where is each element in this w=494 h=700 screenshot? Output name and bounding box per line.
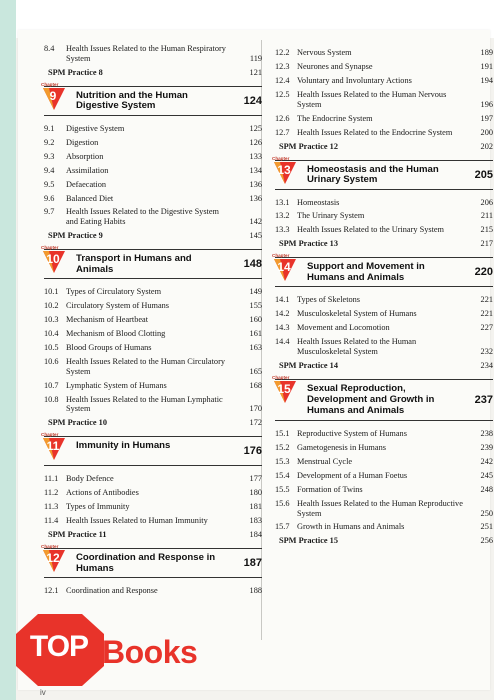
chapter-label: Chapter — [41, 432, 59, 438]
entry-title: Gametogenesis in Humans — [297, 442, 386, 452]
toc-entry — [275, 522, 493, 532]
entry-title: Health Issues Related to the Human Musculoskeletal System — [297, 337, 417, 356]
entry-number: 15.6 — [275, 498, 290, 508]
chapter-page: 148 — [243, 258, 262, 271]
entry-title: Body Defence — [66, 474, 114, 484]
chapter-heading — [272, 374, 493, 421]
toc-entry — [275, 211, 493, 221]
spm-page: 256 — [480, 536, 493, 546]
entry-page: 163 — [249, 343, 262, 352]
toc-entry — [275, 128, 493, 138]
chapter-number: 12 — [46, 551, 60, 566]
toc-entry — [44, 315, 262, 325]
chapter-heading — [41, 432, 262, 466]
entry-page: 142 — [249, 217, 262, 227]
toc-entry — [44, 44, 262, 63]
topbooks-logo — [12, 610, 212, 690]
entry-title: Movement and Locomotion — [297, 323, 390, 333]
toc-entry — [275, 471, 493, 481]
toc-entry — [275, 90, 493, 109]
entry-page: 188 — [249, 586, 262, 596]
entry-number: 11.3 — [44, 502, 59, 512]
entry-title: Assimilation — [66, 165, 109, 175]
entry-page: 136 — [249, 193, 262, 203]
entry-title: Health Issues Related to the Urinary System — [297, 225, 445, 235]
entry-title: Digestion — [66, 137, 99, 147]
logo-books-text: Books — [102, 634, 198, 670]
entry-number: 12.2 — [275, 48, 290, 57]
toc-entry — [275, 198, 493, 208]
entry-page: 161 — [249, 329, 262, 339]
toc-entry — [44, 586, 262, 596]
chapter-label: Chapter — [41, 544, 59, 550]
entry-page: 194 — [480, 75, 493, 85]
toc-entry — [275, 457, 493, 467]
spm-practice-entry — [275, 536, 493, 546]
spm-page: 217 — [480, 239, 493, 249]
entry-number: 12.6 — [275, 113, 290, 123]
entry-number: 13.1 — [275, 197, 290, 207]
chapter-page: 237 — [474, 393, 493, 406]
toc-entry — [44, 357, 262, 376]
entry-page: 248 — [480, 484, 493, 494]
entry-page: 134 — [249, 165, 262, 175]
logo-top-text: TOP — [29, 630, 89, 663]
entry-title: Coordination and Response — [66, 586, 158, 596]
entry-page: 242 — [480, 456, 493, 466]
entry-number: 12.7 — [275, 127, 290, 137]
spm-label: SPM Practice 9 — [48, 231, 103, 241]
entry-page: 155 — [249, 301, 262, 311]
entry-title: Health Issues Related to the Human Circulatory System — [66, 356, 225, 376]
toc-column-right — [272, 48, 493, 554]
entry-title: Types of Skeletons — [297, 295, 361, 305]
chapter-badge — [40, 432, 70, 466]
chapter-title: Sexual Reproduction, Development and Growth in Humans and Animals — [307, 382, 435, 416]
chapter-page: 205 — [474, 168, 493, 181]
chapter-number: 11 — [46, 439, 60, 454]
entry-page: 168 — [249, 380, 262, 390]
spm-practice-entry — [275, 142, 493, 152]
entry-page: 149 — [249, 287, 262, 297]
spm-page: 121 — [249, 67, 262, 77]
chapter-number: 13 — [277, 162, 291, 177]
entry-page: 136 — [249, 179, 262, 189]
entry-title: Mechanism of Heartbeat — [66, 315, 149, 325]
toc-entry — [44, 207, 262, 226]
entry-number: 12.1 — [44, 586, 59, 596]
entry-page: 197 — [480, 113, 493, 123]
entry-number: 13.2 — [275, 211, 290, 221]
toc-entry — [44, 194, 262, 204]
entry-title: Circulatory System of Humans — [66, 301, 170, 311]
entry-page: 238 — [480, 428, 493, 438]
entry-title: Health Issues Related to the Human Nervous System — [297, 89, 447, 109]
entry-number: 12.3 — [275, 61, 290, 71]
entry-title: Balanced Diet — [66, 193, 114, 203]
chapter-title: Nutrition and the Human Digestive System — [76, 89, 188, 112]
entry-title: Lymphatic System of Humans — [66, 380, 167, 390]
entry-page: 126 — [249, 137, 262, 147]
toc-entry — [275, 323, 493, 333]
entry-number: 10.7 — [44, 380, 59, 390]
spm-practice-entry — [44, 530, 262, 540]
toc-entry — [44, 138, 262, 148]
entry-page: 133 — [249, 151, 262, 161]
entry-title: Absorption — [66, 151, 104, 161]
chapter-label: Chapter — [272, 253, 290, 259]
chapter-page: 124 — [243, 94, 262, 107]
entry-title: Health Issues Related to the Endocrine System — [297, 127, 453, 137]
spm-practice-entry — [44, 418, 262, 428]
toc-entry — [44, 329, 262, 339]
entry-number: 15.1 — [275, 428, 290, 438]
chapter-badge — [271, 253, 301, 287]
spm-practice-entry — [44, 68, 262, 78]
chapter-label: Chapter — [272, 374, 290, 380]
toc-entry — [44, 287, 262, 297]
spm-page: 234 — [480, 360, 493, 370]
spm-label: SPM Practice 14 — [279, 360, 338, 370]
toc-column-left — [41, 44, 262, 600]
entry-title: Voluntary and Involuntary Actions — [297, 75, 412, 85]
toc-entry — [44, 395, 262, 414]
entry-title: Homeostasis — [297, 197, 340, 207]
entry-number: 10.5 — [44, 343, 59, 352]
toc-entry — [275, 337, 493, 356]
chapter-label: Chapter — [272, 155, 290, 161]
entry-number: 10.8 — [44, 394, 59, 404]
entry-page: 160 — [249, 315, 262, 325]
entry-page: 165 — [249, 366, 262, 376]
entry-title: Blood Groups of Humans — [66, 343, 152, 352]
entry-number: 14.1 — [275, 295, 290, 305]
entry-page: 191 — [480, 61, 493, 71]
entry-number: 9.2 — [44, 137, 55, 147]
spm-label: SPM Practice 15 — [279, 536, 338, 546]
entry-title: Menstrual Cycle — [297, 456, 353, 466]
toc-entry — [275, 499, 493, 518]
entry-number: 9.5 — [44, 179, 55, 189]
entry-title: Health Issues Related to the Human Reproductive System — [297, 498, 463, 518]
toc-entry — [275, 309, 493, 319]
entry-number: 14.2 — [275, 309, 290, 319]
toc-entry — [44, 166, 262, 176]
chapter-heading — [272, 253, 493, 287]
entry-page: 196 — [480, 99, 493, 109]
entry-page: 221 — [480, 309, 493, 319]
entry-page: 211 — [480, 211, 493, 221]
toc-entry — [44, 124, 262, 134]
chapter-heading — [41, 544, 262, 578]
spm-label: SPM Practice 8 — [48, 67, 103, 77]
toc-entry — [275, 48, 493, 58]
chapter-title: Transport in Humans and Animals — [76, 253, 192, 275]
entry-title: Musculoskeletal System of Humans — [297, 309, 417, 319]
entry-number: 10.4 — [44, 329, 59, 339]
entry-number: 15.3 — [275, 456, 290, 466]
chapter-badge — [40, 82, 70, 116]
entry-page: 119 — [249, 53, 262, 63]
chapter-number: 10 — [46, 252, 60, 267]
entry-title: Reproductive System of Humans — [297, 428, 407, 438]
entry-title: Health Issues Related to the Human Lymphatic System — [66, 394, 223, 414]
entry-page: 183 — [249, 516, 262, 526]
spm-label: SPM Practice 11 — [48, 530, 107, 540]
spm-label: SPM Practice 12 — [279, 141, 338, 151]
chapter-label: Chapter — [41, 245, 59, 251]
entry-title: Health Issues Related to the Digestive System and Eating Habits — [66, 207, 220, 227]
entry-title: Neurones and Synapse — [297, 61, 373, 71]
entry-number: 12.5 — [275, 89, 290, 99]
toc-entry — [275, 485, 493, 495]
spm-page: 172 — [249, 418, 262, 428]
entry-number: 8.4 — [44, 44, 55, 53]
spm-page: 184 — [249, 530, 262, 540]
entry-page: 189 — [480, 48, 493, 57]
chapter-title: Coordination and Response in Humans — [76, 552, 216, 574]
toc-entry — [44, 488, 262, 498]
toc-entry — [275, 114, 493, 124]
entry-page: 245 — [480, 470, 493, 480]
entry-number: 14.4 — [275, 337, 290, 347]
chapter-page: 187 — [243, 557, 262, 570]
chapter-number: 15 — [277, 381, 291, 396]
spm-practice-entry — [275, 361, 493, 371]
chapter-badge — [271, 375, 301, 409]
entry-number: 9.1 — [44, 123, 55, 133]
toc-entry — [275, 76, 493, 86]
chapter-heading — [41, 245, 262, 279]
chapter-title: Immunity in Humans — [76, 440, 171, 452]
toc-entry — [275, 429, 493, 439]
entry-title: Formation of Twins — [297, 484, 363, 494]
entry-title: Health Issues Related to Human Immunity — [66, 516, 208, 526]
entry-number: 9.6 — [44, 193, 55, 203]
entry-page: 181 — [249, 502, 262, 512]
chapter-badge — [271, 156, 301, 190]
entry-number: 15.7 — [275, 522, 290, 532]
entry-number: 10.3 — [44, 315, 59, 325]
entry-number: 10.6 — [44, 356, 59, 366]
chapter-heading — [41, 81, 262, 116]
spm-practice-entry — [44, 231, 262, 241]
entry-page: 227 — [480, 323, 493, 333]
toc-entry — [44, 502, 262, 512]
chapter-heading — [272, 155, 493, 190]
toc-entry — [44, 301, 262, 311]
toc-entry — [44, 152, 262, 162]
entry-title: Development of a Human Foetus — [297, 470, 408, 480]
page-edge-strip — [0, 0, 16, 700]
entry-title: Types of Immunity — [66, 502, 130, 512]
entry-title: Health Issues Related to the Human Respiratory System — [66, 44, 226, 63]
chapter-title: Homeostasis and the Human Urinary System — [307, 163, 439, 186]
entry-number: 9.4 — [44, 165, 55, 175]
spm-practice-entry — [275, 239, 493, 249]
toc-entry — [275, 443, 493, 453]
chapter-number: 9 — [49, 88, 57, 103]
entry-number: 10.1 — [44, 287, 59, 297]
entry-number: 10.2 — [44, 301, 59, 311]
entry-title: Nervous System — [297, 48, 352, 57]
spm-label: SPM Practice 10 — [48, 418, 107, 428]
toc-entry — [44, 516, 262, 526]
chapter-title: Support and Movement in Humans and Animals — [307, 261, 425, 284]
entry-page: 180 — [249, 488, 262, 498]
entry-title: Digestive System — [66, 123, 125, 133]
entry-title: Growth in Humans and Animals — [297, 522, 405, 532]
chapter-page: 176 — [243, 445, 262, 458]
entry-number: 11.1 — [44, 474, 59, 484]
entry-page: 221 — [480, 295, 493, 305]
spm-page: 145 — [249, 231, 262, 241]
toc-entry — [44, 474, 262, 484]
toc-entry — [44, 180, 262, 190]
entry-page: 206 — [480, 197, 493, 207]
entry-title: The Urinary System — [297, 211, 365, 221]
entry-number: 11.4 — [44, 516, 59, 526]
spm-label: SPM Practice 13 — [279, 239, 338, 249]
chapter-page: 220 — [474, 266, 493, 279]
entry-title: Types of Circulatory System — [66, 287, 162, 297]
page-number: iv — [40, 688, 46, 697]
toc-entry — [275, 62, 493, 72]
entry-title: Mechanism of Blood Clotting — [66, 329, 166, 339]
entry-number: 12.4 — [275, 75, 290, 85]
chapter-badge — [40, 544, 70, 578]
entry-number: 15.4 — [275, 470, 290, 480]
toc-entry — [275, 225, 493, 235]
toc-entry — [44, 381, 262, 391]
chapter-label: Chapter — [41, 81, 59, 87]
chapter-badge — [40, 245, 70, 279]
entry-page: 177 — [249, 474, 262, 484]
entry-number: 14.3 — [275, 323, 290, 333]
entry-title: Defaecation — [66, 179, 107, 189]
entry-page: 170 — [249, 404, 262, 414]
entry-number: 11.2 — [44, 488, 59, 498]
toc-entry — [44, 343, 262, 353]
entry-title: The Endocrine System — [297, 113, 373, 123]
entry-page: 251 — [480, 522, 493, 532]
entry-page: 200 — [480, 127, 493, 137]
entry-page: 239 — [480, 442, 493, 452]
entry-title: Actions of Antibodies — [66, 488, 139, 498]
entry-number: 15.2 — [275, 442, 290, 452]
toc-entry — [275, 295, 493, 305]
entry-page: 232 — [480, 347, 493, 356]
entry-page: 250 — [480, 508, 493, 518]
chapter-number: 14 — [277, 260, 291, 275]
entry-number: 13.3 — [275, 225, 290, 235]
entry-page: 125 — [249, 123, 262, 133]
entry-number: 15.5 — [275, 484, 290, 494]
spm-page: 202 — [480, 141, 493, 151]
entry-page: 215 — [480, 225, 493, 235]
entry-number: 9.7 — [44, 207, 55, 217]
entry-number: 9.3 — [44, 151, 55, 161]
